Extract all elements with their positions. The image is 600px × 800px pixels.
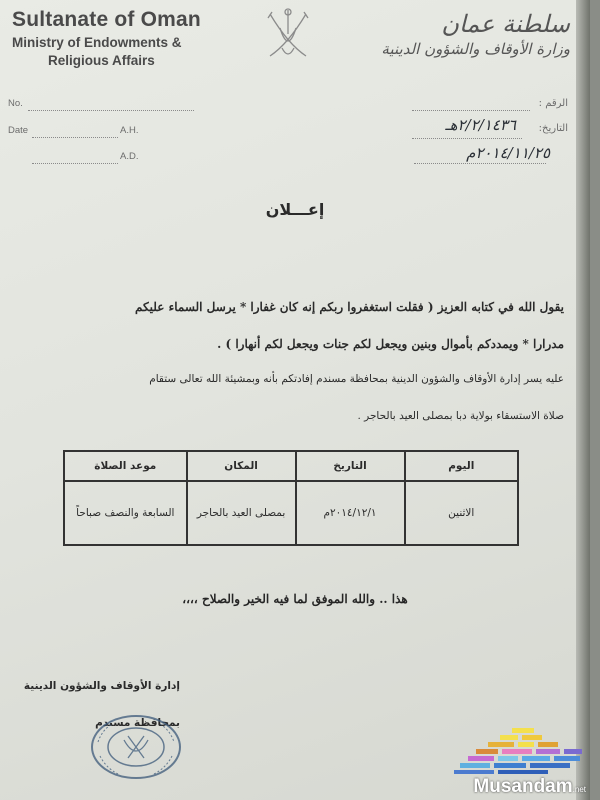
signature-line-1: إدارة الأوقاف والشؤون الدينية <box>23 680 180 692</box>
hijri-dotted-line <box>412 138 522 139</box>
header-day: اليوم <box>405 451 519 481</box>
cell-day: الاثنين <box>405 481 519 545</box>
cell-place: بمصلى العيد بالحاجر <box>187 481 296 545</box>
greg-dotted-line <box>414 163 546 164</box>
date-label-ar: التاريخ: <box>538 123 568 134</box>
logo-brand: Musandam <box>473 776 573 797</box>
schedule-table <box>63 450 519 546</box>
ah-label: A.H. <box>120 125 139 136</box>
ad-dotted-line <box>32 163 118 164</box>
ref-dotted-line <box>412 110 530 111</box>
date-dotted-line <box>32 137 118 138</box>
logo-suffix: .net <box>572 785 586 794</box>
header-prayer-time: موعد الصلاة <box>64 451 187 481</box>
hijri-date: ٢/٢/١٤٣٦هـ <box>445 116 516 134</box>
table-row <box>64 481 518 545</box>
ministry-line-2: Religious Affairs <box>48 53 155 68</box>
verse-line-2: مدرارا * ويمددكم بأموال وبنين ويجعل لكم جنات ويجعل لكم أنهارا ) . <box>217 337 564 351</box>
stamp-seal-icon <box>88 712 184 782</box>
verse-line-1: يقول الله في كتابه العزيز ( فقلت استغفروا ربكم إنه كان غفارا * يرسل السماء عليكم <box>135 300 564 314</box>
gregorian-date: ٢٠١٤/١١/٢٥م <box>466 144 550 162</box>
table-header-row <box>64 451 518 481</box>
oman-emblem-icon <box>258 4 318 62</box>
ad-label: A.D. <box>120 151 139 162</box>
cell-date: ٢٠١٤/١٢/١م <box>296 481 405 545</box>
header-place: المكان <box>187 451 296 481</box>
closing-line: هذا .. والله الموفق لما فيه الخير والصلاح ،،،، <box>182 592 408 606</box>
signature-line-2: بمحافظة مسندم <box>95 717 180 729</box>
arabic-header <box>381 10 570 58</box>
notice-line-2: صلاة الاستسقاء بولاية دبا بمصلى العيد بالحاجر . <box>357 410 564 422</box>
ministry-name-ar: وزارة الأوقاف والشؤون الدينية <box>381 40 570 58</box>
ministry-name-en <box>12 34 201 70</box>
musandam-logo-text <box>473 776 586 798</box>
no-dotted-line <box>28 110 194 111</box>
no-label: No. <box>8 98 23 109</box>
header-date: التاريخ <box>296 451 405 481</box>
announcement-title: إعـــلان <box>265 200 325 219</box>
notice-line-1: عليه يسر إدارة الأوقاف والشؤون الدينية بمحافظة مسندم إفادتكم بأنه وبمشيئة الله تعالى ستقام <box>149 373 564 385</box>
org-name-ar: سلطنة عمان <box>441 10 570 38</box>
org-name-en: Sultanate of Oman <box>12 8 201 31</box>
date-label: Date <box>8 125 29 136</box>
cell-prayer-time: السابعة والنصف صباحاً <box>64 481 187 545</box>
english-header <box>12 8 201 70</box>
ministry-line-1: Ministry of Endowments & <box>12 35 182 50</box>
paper-shadow-edge <box>576 0 590 800</box>
ref-label-ar: الرقم : <box>538 98 568 109</box>
